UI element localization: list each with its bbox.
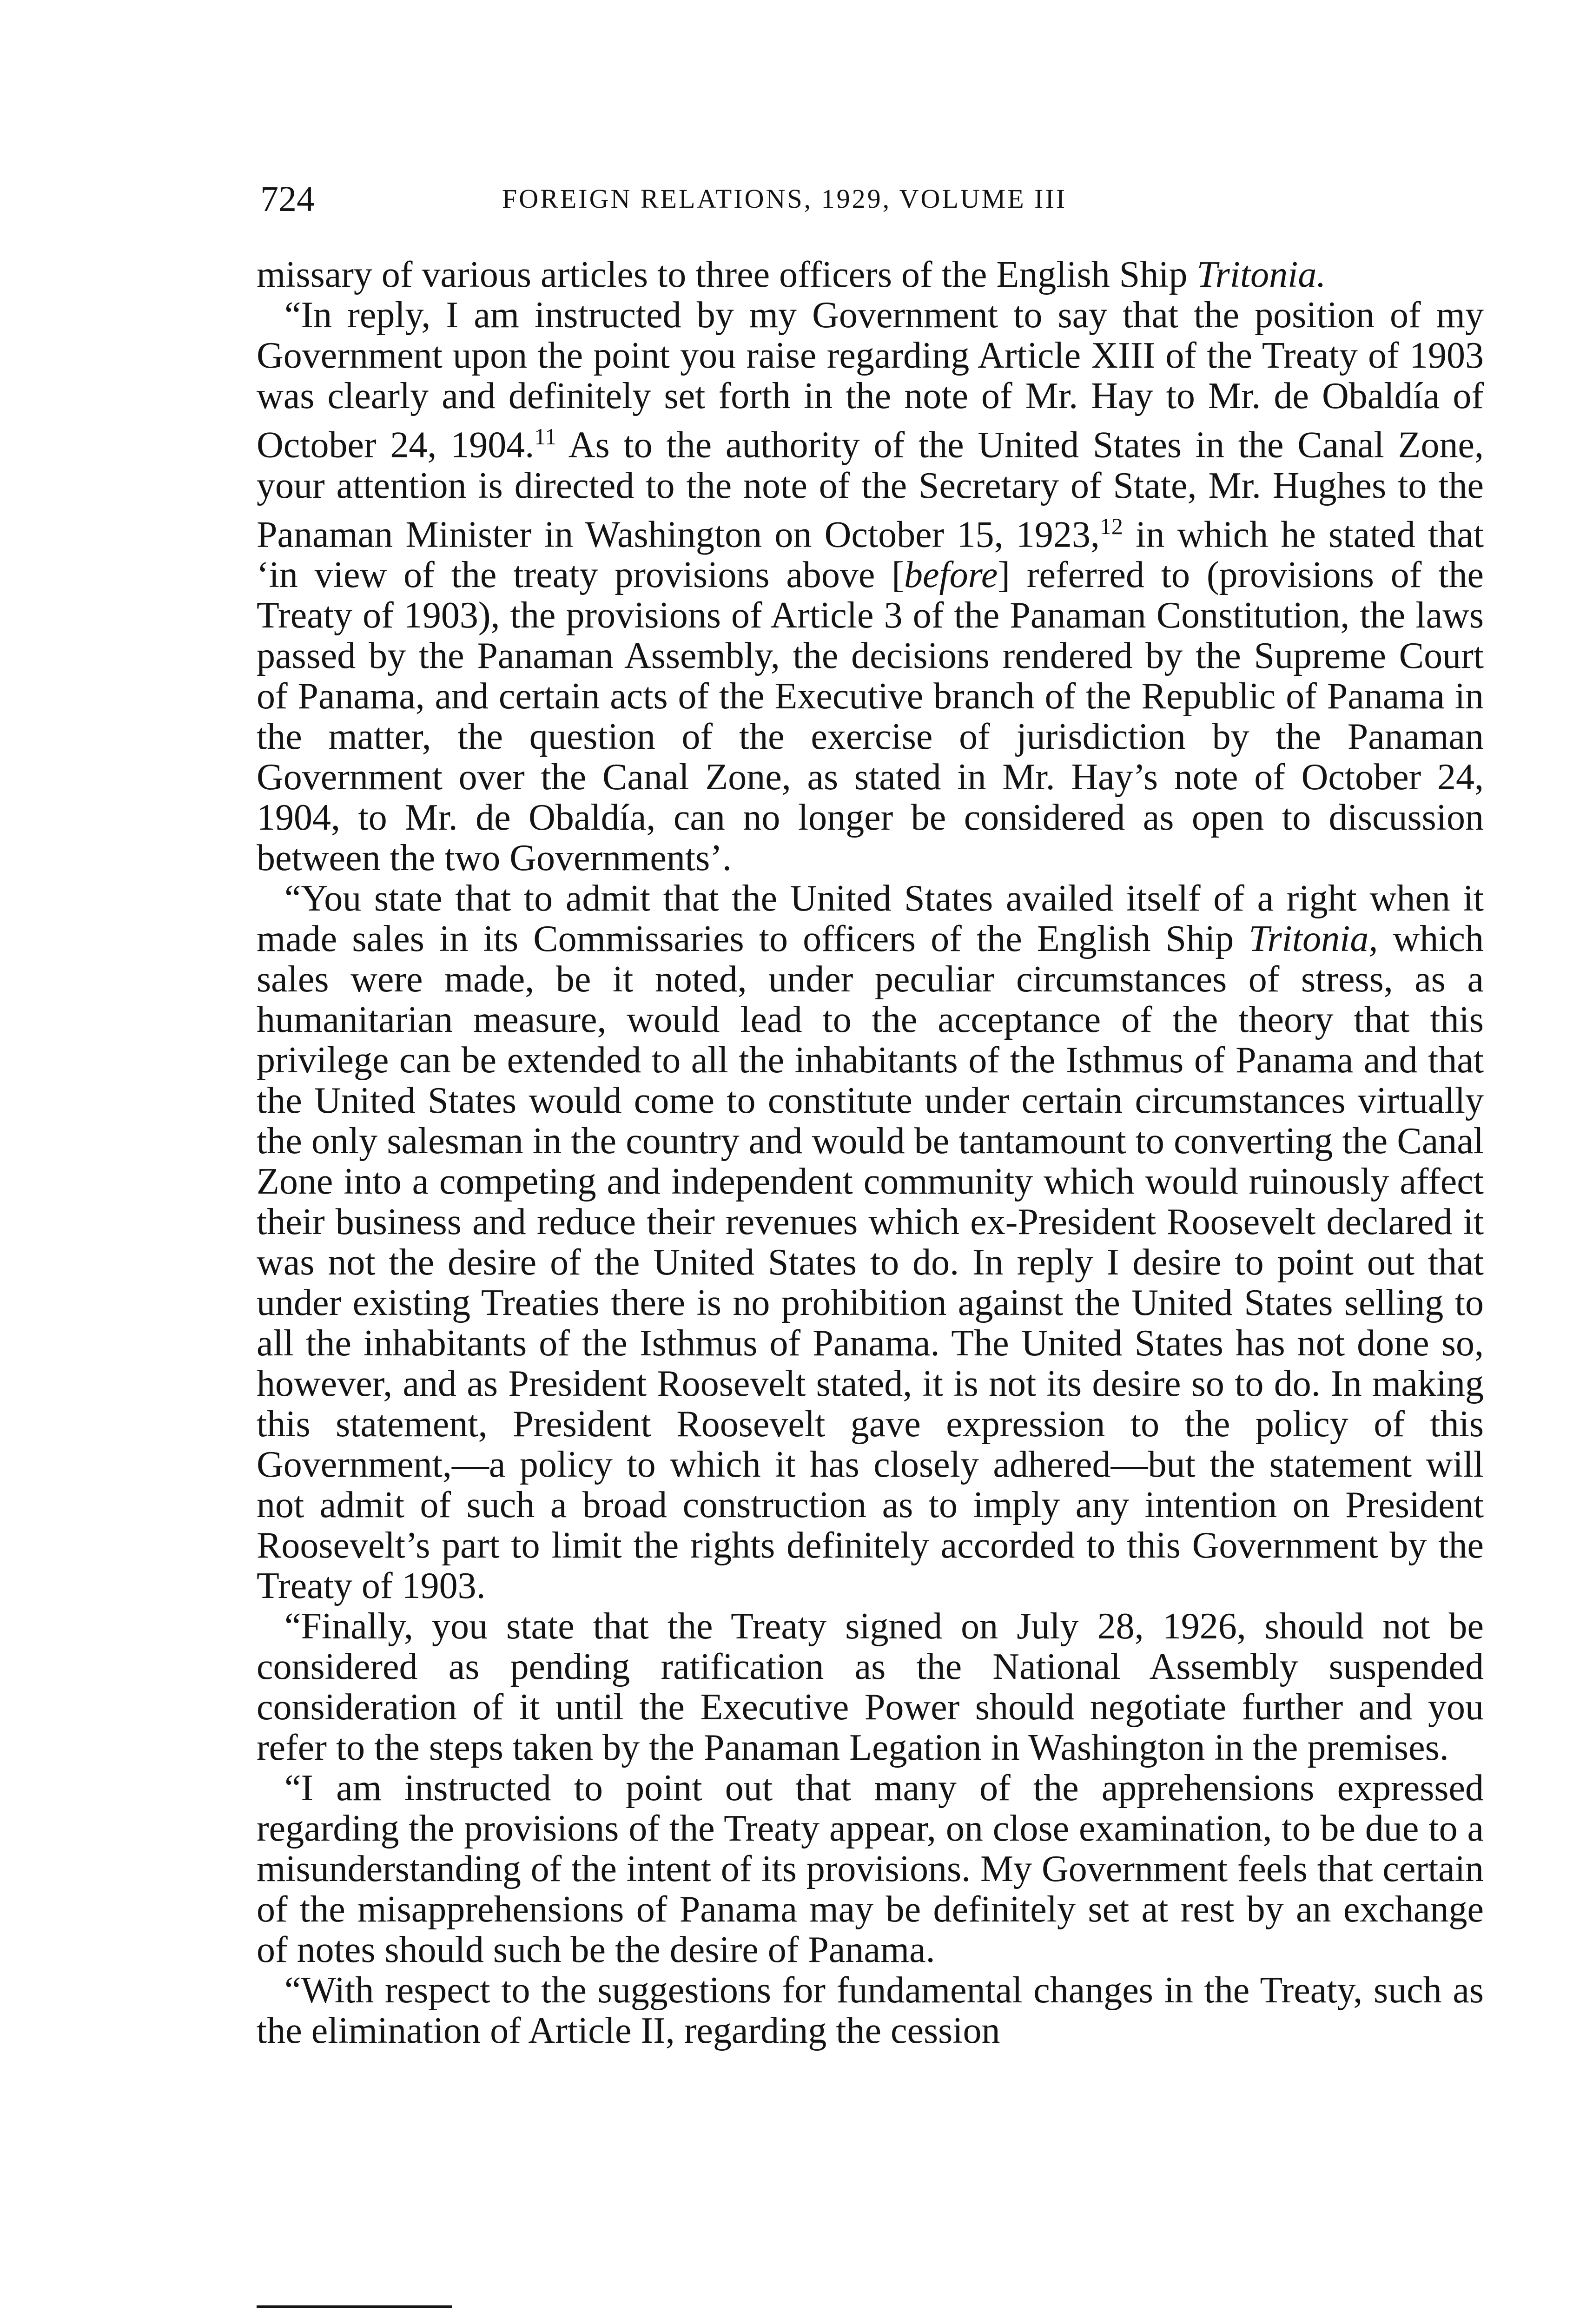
paragraph-4: “Finally, you state that the Treaty signed on July 28, 1926, should not be considered as pending ratification as the National Assembly suspended consideration of it until the Executive Power should negotiate further and you refer to the steps taken by the Panaman Legation in Washington in the premises. [257,1606,1484,1769]
ship-name-italic-2: Tritonia, [1249,918,1378,960]
page-number: 724 [260,178,315,219]
paragraph-2-text-a: “In reply, I am instructed by my Government to say that the position of my Government upon the point you raise regarding Article XIII of the Treaty of 1903 was clearly and definitely set forth in the note of Mr. Hay to Mr. de Obaldía of October 24, 1904. [257,295,1484,466]
footnote-ref-12[interactable]: 12 [1099,513,1123,539]
paragraph-6: “With respect to the suggestions for fundamental changes in the Treaty, such as the elimination of Article II, regarding the cession [257,1970,1484,2052]
page-header [260,176,1487,222]
paragraph-2-text-d: ] referred to (provisions of the Treaty of 1903), the provisions of Article 3 of the Panaman Constitution, the laws passed by the Panaman Assembly, the decisions rendered by the Supreme Court of Panama, and certain acts of the Executive branch of the Republic of Panama in the matter, the question of the exercise of jurisdiction by the Panaman Government over the Canal Zone, as stated in Mr. Hay’s note of October 24, 1904, to Mr. de Obaldía, can no longer be considered as open to discussion between the two Governments’. [257,555,1484,879]
paragraph-2-text-c: in which he stated that ‘in view of the treaty provisions above [ [257,514,1484,596]
paragraph-5: “I am instructed to point out that many of the apprehensions expressed regarding the provisions of the Treaty appear, on close examination, to be due to a misunderstanding of the intent of its provisions. My Government feels that certain of the misapprehensions of Panama may be definitely set at rest by an exchange of notes should such be the desire of Panama. [257,1768,1484,1971]
paragraph-3-text-a: “You state that to admit that the United States availed itself of a right when it made sales in its Commissaries to officers of the English Ship [257,878,1484,960]
main-text [257,255,1484,2051]
paragraph-1 [257,255,1484,295]
bracket-italic: before [904,555,998,596]
footnote-divider [257,2305,452,2308]
footnote-ref-11[interactable]: 11 [534,423,557,449]
paragraph-2 [257,295,1484,878]
paragraph-1-text: missary of various articles to three officers of the English Ship [257,254,1197,295]
paragraph-3 [257,878,1484,1606]
paragraph-2-text-b: As to the authority of the United States in the Canal Zone, your attention is directed to the note of the Secretary of State, Mr. Hughes to the Panaman Minister in Washington on October 15, 1923, [257,424,1484,555]
ship-name-italic: Tritonia. [1196,254,1326,295]
paragraph-3-text-b: which sales were made, be it noted, under peculiar circumstances of stress, as a humanitarian measure, would lead to the acceptance of the theory that this privilege can be extended to all the inhabitants of the Isthmus of Panama and that the United States would come to constitute under certain circumstances virtually the only salesman in the country and would be tantamount to converting the Canal Zone into a competing and independent community which would ruinously affect their business and reduce their revenues which ex-President Roosevelt declared it was not the desire of the United States to do. In reply I desire to point out that under existing Treaties there is no prohibition against the United States selling to all the inhabitants of the Isthmus of Panama. The United States has not done so, however, and as President Roosevelt stated, it is not its desire so to do. In making this statement, President Roosevelt gave expression to the policy of this Government,—a policy to which it has closely adhered—but the statement will not admit of such a broad construction as to imply any intention on President Roosevelt’s part to limit the rights definitely accorded to this Government by the Treaty of 1903. [257,918,1484,1607]
running-title: FOREIGN RELATIONS, 1929, VOLUME III [502,184,1067,214]
